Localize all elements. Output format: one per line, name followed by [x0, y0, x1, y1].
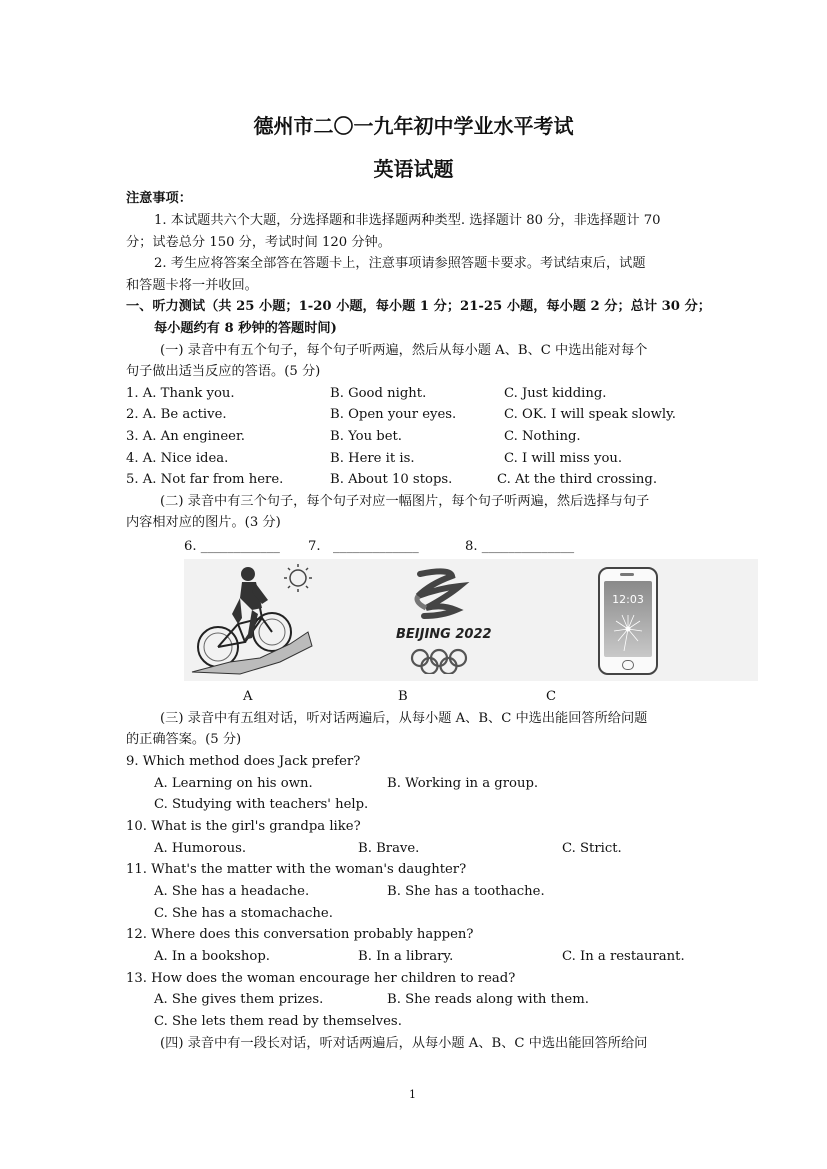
q12-option-b: B. In a library.	[358, 949, 454, 964]
q9-stem: 9. Which method does Jack prefer?	[126, 754, 361, 769]
notice-p2-line2: 和答题卡将一并收回。	[126, 278, 258, 293]
q4-option-a: 4. A. Nice idea.	[126, 451, 229, 466]
q2-option-c: C. OK. I will speak slowly.	[504, 407, 676, 422]
q11-stem: 11. What's the matter with the woman's daughter?	[126, 862, 467, 877]
q1-option-b: B. Good night.	[330, 386, 427, 401]
q3-option-b: B. You bet.	[330, 429, 402, 444]
part4-instr-line1: (四) 录音中有一段长对话，听对话两遍后，从每小题 A、B、C 中选出能回答所给问	[160, 1036, 648, 1051]
section1-heading-line1: 一、听力测试（共 25 小题；1-20 小题，每小题 1 分；21-25 小题，每小题 2 分；总计 30 分；	[126, 299, 711, 314]
q12-option-a: A. In a bookshop.	[154, 949, 271, 964]
q4-option-c: C. I will miss you.	[504, 451, 623, 466]
q10-option-c: C. Strict.	[562, 841, 622, 856]
q12-option-c: C. In a restaurant.	[562, 949, 685, 964]
beijing-2022-emblem	[390, 566, 490, 674]
blank-8: 8. ______________	[465, 539, 575, 554]
phone-clock: 12:03	[612, 593, 644, 606]
picture-label-a: A	[243, 689, 253, 704]
smartphone-picture	[598, 567, 658, 675]
page-number: 1	[409, 1088, 416, 1101]
q13-option-b: B. She reads along with them.	[387, 992, 589, 1007]
exam-subtitle: 英语试题	[373, 157, 454, 181]
cyclist-head	[241, 567, 255, 581]
olympic-rings-icon	[412, 650, 466, 674]
q4-option-b: B. Here it is.	[330, 451, 415, 466]
blank-6: 6. ____________	[184, 539, 280, 554]
q11-option-b: B. She has a toothache.	[387, 884, 545, 899]
notice-p1-line1: 1. 本试题共六个大题，分选择题和非选择题两种类型. 选择题计 80 分，非选择题计 70	[154, 213, 661, 228]
part2-instr-line2: 内容相对应的图片。(3 分)	[126, 515, 281, 530]
picture-label-c: C	[546, 689, 557, 704]
sun-icon	[284, 564, 312, 592]
q1-option-c: C. Just kidding.	[504, 386, 607, 401]
q12-stem: 12. Where does this conversation probably happen?	[126, 927, 474, 942]
blank-7-line: _____________	[333, 539, 419, 554]
exam-title: 德州市二〇一九年初中学业水平考试	[253, 114, 574, 138]
phone-home-button	[622, 660, 634, 670]
q5-option-c: C. At the third crossing.	[497, 472, 658, 487]
section1-heading-line2: 每小题约有 8 秒钟的答题时间)	[154, 321, 337, 336]
q9-option-a: A. Learning on his own.	[154, 776, 313, 791]
notice-p2-line1: 2. 考生应将答案全部答在答题卡上，注意事项请参照答题卡要求。考试结束后，试题	[154, 256, 646, 271]
q9-option-b: B. Working in a group.	[387, 776, 539, 791]
q3-option-c: C. Nothing.	[504, 429, 581, 444]
part3-instr-line2: 的正确答案。(5 分)	[126, 732, 242, 747]
q11-option-c: C. She has a stomachache.	[154, 906, 333, 921]
q5-option-a: 5. A. Not far from here.	[126, 472, 284, 487]
q10-option-b: B. Brave.	[358, 841, 420, 856]
beijing-2022-text: BEIJING 2022	[396, 627, 492, 642]
q2-option-a: 2. A. Be active.	[126, 407, 227, 422]
q2-option-b: B. Open your eyes.	[330, 407, 457, 422]
part3-instr-line1: (三) 录音中有五组对话，听对话两遍后，从每小题 A、B、C 中选出能回答所给问题	[160, 711, 648, 726]
part2-instr-line1: (二) 录音中有三个句子，每个句子对应一幅图片，每个句子听两遍，然后选择与句子	[160, 494, 650, 509]
cyclist-picture	[190, 562, 315, 677]
part1-instr-line2: 句子做出适当反应的答语。(5 分)	[126, 364, 321, 379]
q11-option-a: A. She has a headache.	[154, 884, 310, 899]
notice-heading: 注意事项：	[126, 191, 192, 206]
phone-screen	[604, 581, 652, 657]
dandelion-icon	[610, 611, 646, 651]
q10-stem: 10. What is the girl's grandpa like?	[126, 819, 361, 834]
q13-option-c: C. She lets them read by themselves.	[154, 1014, 402, 1029]
blank-7-number: 7.	[308, 539, 321, 554]
q3-option-a: 3. A. An engineer.	[126, 429, 245, 444]
q13-option-a: A. She gives them prizes.	[154, 992, 324, 1007]
q13-stem: 13. How does the woman encourage her children to read?	[126, 971, 516, 986]
q5-option-b: B. About 10 stops.	[330, 472, 453, 487]
q10-option-a: A. Humorous.	[154, 841, 247, 856]
q1-option-a: 1. A. Thank you.	[126, 386, 235, 401]
notice-p1-line2: 分；试卷总分 150 分，考试时间 120 分钟。	[126, 235, 391, 250]
part1-instr-line1: (一) 录音中有五个句子，每个句子听两遍，然后从每小题 A、B、C 中选出能对每个	[160, 343, 648, 358]
phone-speaker	[620, 573, 634, 576]
picture-label-b: B	[398, 689, 408, 704]
q9-option-c: C. Studying with teachers' help.	[154, 797, 369, 812]
hill	[192, 632, 312, 674]
